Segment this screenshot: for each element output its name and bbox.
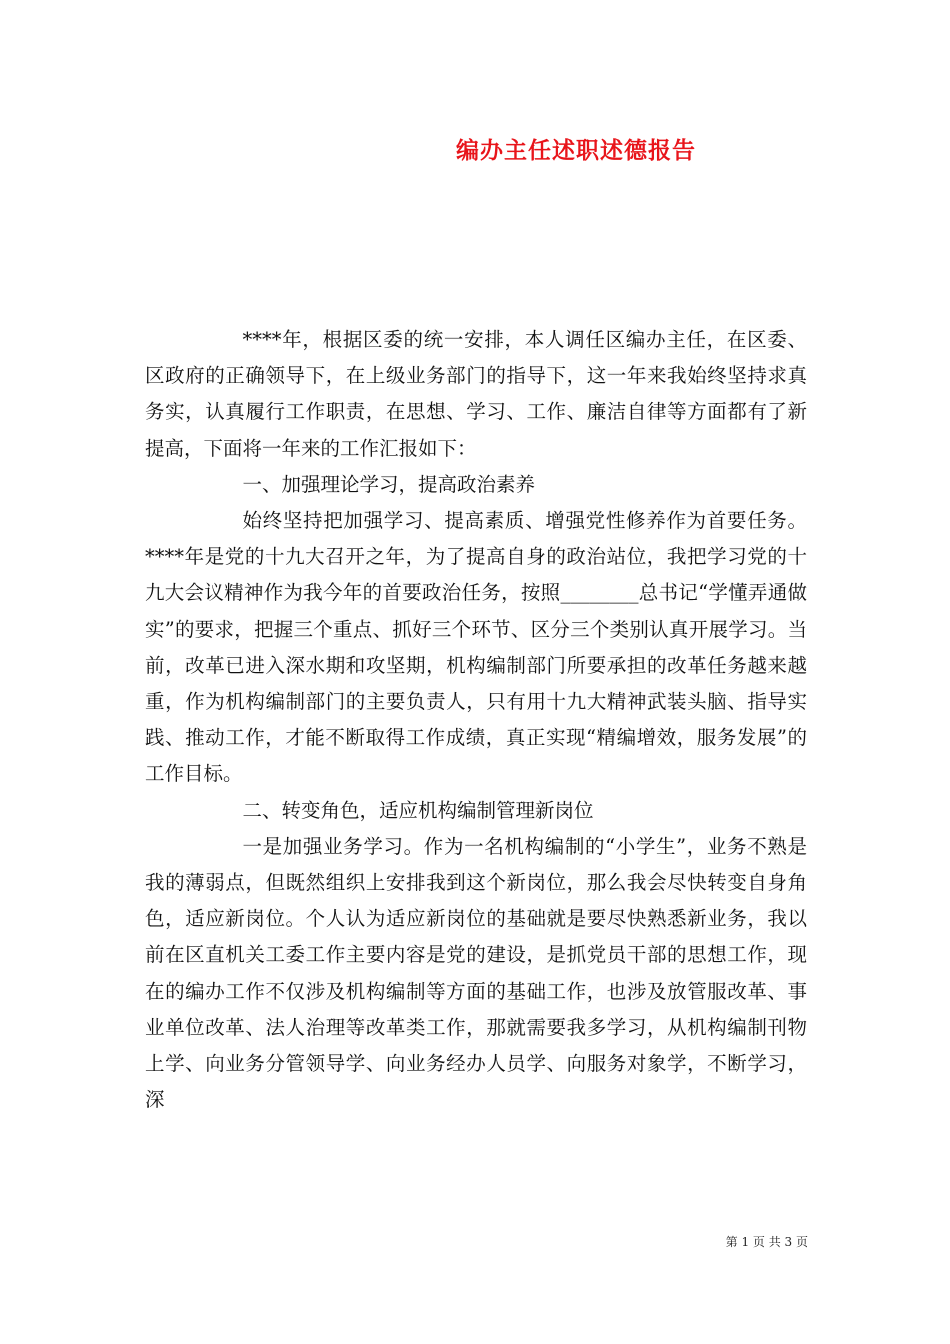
section-2-paragraph: 一是加强业务学习。作为一名机构编制的“小学生”，业务不熟是我的薄弱点，但既然组织上安排我到这个新岗位，那么我会尽快转变自身角色，适应新岗位。个人认为适应新岗位的基础就是要尽快熟悉新业务，我以前在区直机关工委工作主要内容是党的建设，是抓党员干部的思想工作，现在的编办工作不仅涉及机构编制等方面的基础工作，也涉及放管服改革、事业单位改革、法人治理等改革类工作，那就需要我多学习，从机构编制刊物上学、向业务分管领导学、向业务经办人员学、向服务对象学，不断学习，深: [145, 834, 807, 1112]
section-heading-2: 二、转变角色，适应机构编制管理新岗位: [242, 798, 594, 822]
page-number-footer: 第 1 页 共 3 页: [725, 1235, 808, 1249]
section-heading-1: 一、加强理论学习，提高政治素养: [242, 472, 536, 496]
intro-paragraph: ****年，根据区委的统一安排，本人调任区编办主任，在区委、区政府的正确领导下，在上级业务部门的指导下，这一年来我始终坚持求真务实，认真履行工作职责，在思想、学习、工作、廉洁自律等方面都有了新提高，下面将一年来的工作汇报如下：: [145, 328, 807, 460]
document-title: 编办主任述职述德报告: [456, 137, 696, 164]
section-1-paragraph: 始终坚持把加强学习、提高素质、增强党性修养作为首要任务。****年是党的十九大召开之年，为了提高自身的政治站位，我把学习党的十九大会议精神作为我今年的首要政治任务，按照________总书记“学懂弄通做实”的要求，把握三个重点、抓好三个环节、区分三个类别认真开展学习。当前，改革已进入深水期和攻坚期，机构编制部门所要承担的改革任务越来越重，作为机构编制部门的主要负责人，只有用十九大精神武装头脑、指导实践、推动工作，才能不断取得工作成绩，真正实现“精编增效，服务发展”的工作目标。: [145, 509, 807, 786]
document-body: [145, 322, 807, 1118]
